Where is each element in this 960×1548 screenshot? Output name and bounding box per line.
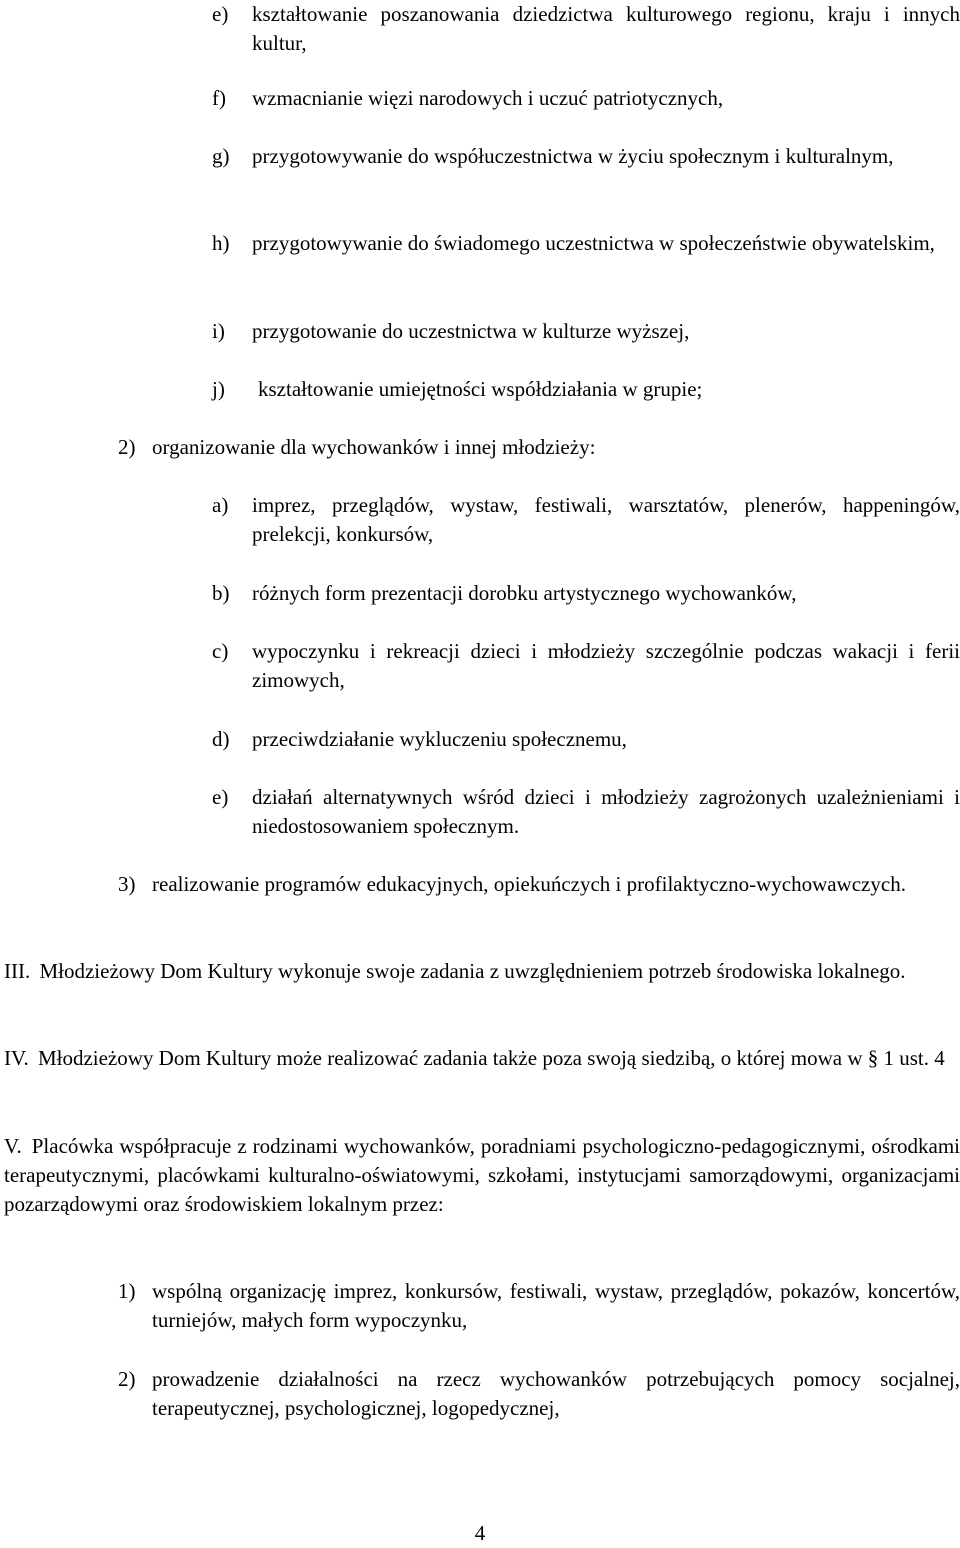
- list-item-text: wypoczynku i rekreacji dzieci i młodzieży szczególnie podczas wakacji i ferii zimowych,: [252, 639, 960, 692]
- list-item-text: różnych form prezentacji dorobku artystycznego wychowanków,: [252, 581, 797, 605]
- list-marker: h): [212, 231, 230, 255]
- section-numeral: V.: [4, 1134, 22, 1158]
- list-item-c: [212, 637, 960, 695]
- list-marker: c): [212, 639, 229, 663]
- list-item-text: prowadzenie działalności na rzecz wychowanków potrzebujących pomocy socjalnej, terapeutycznej, psychologicznej, logopedycznej,: [152, 1367, 960, 1420]
- list-marker: g): [212, 144, 230, 168]
- list-item-text: imprez, przeglądów, wystaw, festiwali, warsztatów, plenerów, happeningów, prelekcji, konkursów,: [252, 493, 960, 546]
- list-marker: b): [212, 581, 230, 605]
- list-item-e: [212, 0, 960, 58]
- point-2: [118, 433, 960, 462]
- point-marker: 3): [118, 872, 136, 896]
- list-item-b: [212, 579, 960, 608]
- page-number: 4: [474, 1521, 486, 1545]
- list-marker: i): [212, 319, 225, 343]
- list-item-d: [212, 725, 960, 754]
- section-text: Młodzieżowy Dom Kultury wykonuje swoje zadania z uwzględnieniem potrzeb środowiska lokalnego.: [39, 959, 906, 983]
- section-iv: [4, 1044, 960, 1073]
- list-item-i: [212, 317, 960, 346]
- list-item-text: wspólną organizację imprez, konkursów, festiwali, wystaw, przeglądów, pokazów, koncertów, turniejów, małych form wypoczynku,: [152, 1279, 960, 1332]
- section-numeral: IV.: [4, 1046, 29, 1070]
- list-item-g: [212, 142, 960, 171]
- section-iii: [4, 957, 960, 986]
- list-marker: j): [212, 377, 225, 401]
- list-item-text: kształtowanie umiejętności współdziałania w grupie;: [258, 377, 703, 401]
- point-text: organizowanie dla wychowanków i innej młodzieży:: [152, 435, 596, 459]
- section-v: [4, 1132, 960, 1219]
- list-item-text: przygotowanie do uczestnictwa w kulturze wyższej,: [252, 319, 690, 343]
- point-3: [118, 870, 960, 899]
- list-item-a: [212, 491, 960, 549]
- list-marker: e): [212, 785, 229, 809]
- list-item-text: przygotowywanie do świadomego uczestnictwa w społeczeństwie obywatelskim,: [252, 231, 935, 255]
- section-text: Młodzieżowy Dom Kultury może realizować zadania także poza swoją siedzibą, o której mowa w § 1 ust. 4: [37, 1046, 945, 1070]
- point-marker: 2): [118, 435, 136, 459]
- list-item-e2: [212, 783, 960, 841]
- section-v-item-2: [118, 1365, 960, 1423]
- list-item-text: wzmacnianie więzi narodowych i uczuć patriotycznych,: [252, 86, 724, 110]
- list-item-text: kształtowanie poszanowania dziedzictwa kulturowego regionu, kraju i innych kultur,: [252, 2, 960, 55]
- list-item-text: przeciwdziałanie wykluczeniu społecznemu,: [252, 727, 627, 751]
- list-marker: a): [212, 493, 229, 517]
- list-item-j: [212, 375, 960, 404]
- section-numeral: III.: [4, 959, 31, 983]
- section-v-item-1: [118, 1277, 960, 1335]
- section-text: Placówka współpracuje z rodzinami wychowanków, poradniami psychologiczno-pedagogicznymi, ośrodkami terapeutycznymi, placówkami kulturalno-oświatowymi, szkołami, instytucjami samorządowymi, organizacjami pozarządowymi oraz środowiskiem lokalnym przez:: [4, 1134, 960, 1216]
- list-marker: 2): [118, 1367, 136, 1391]
- list-item-text: przygotowywanie do współuczestnictwa w życiu społecznym i kulturalnym,: [252, 144, 894, 168]
- list-item-f: [212, 84, 960, 113]
- list-item-text: działań alternatywnych wśród dzieci i młodzieży zagrożonych uzależnieniami i niedostosowaniem społecznym.: [252, 785, 960, 838]
- list-marker: e): [212, 2, 229, 26]
- list-item-h: [212, 229, 960, 258]
- list-marker: f): [212, 86, 226, 110]
- point-text: realizowanie programów edukacyjnych, opiekuńczych i profilaktyczno-wychowawczych.: [152, 872, 906, 896]
- list-marker: 1): [118, 1279, 136, 1303]
- list-marker: d): [212, 727, 230, 751]
